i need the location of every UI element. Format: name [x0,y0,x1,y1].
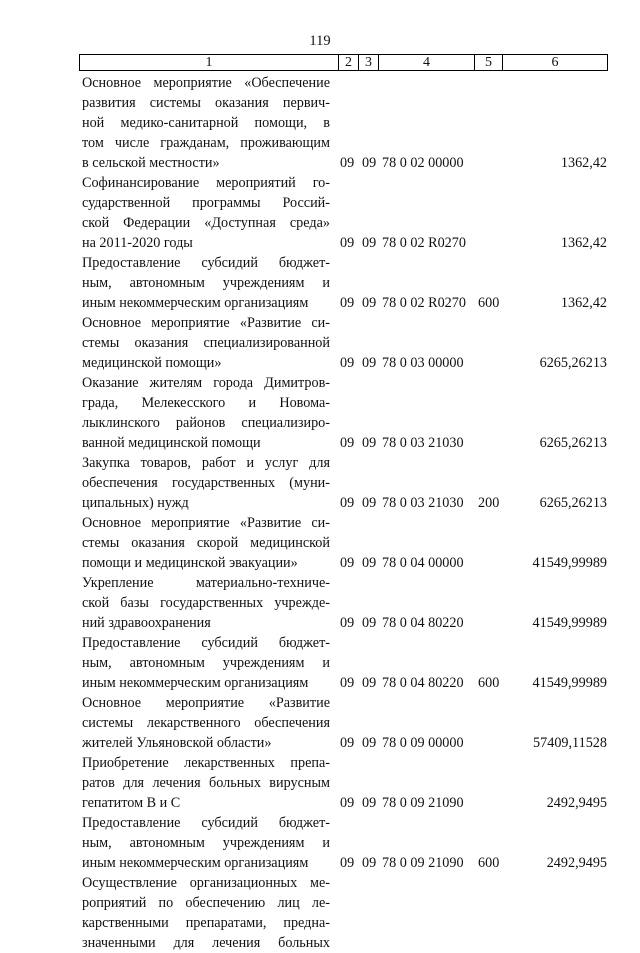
row-description [82,873,330,953]
row-description [82,453,330,513]
description-line: Укрепление материально-техниче- [82,575,330,591]
header-col-5: 5 [474,55,502,70]
description-line: ской Федерации «Доступная среда» [82,215,330,231]
description-line: гепатитом В и С [82,795,181,811]
table-row [0,453,640,513]
expense-type-code: 600 [478,675,500,691]
row-description [82,813,330,873]
target-article-code: 78 0 04 00000 [382,555,464,571]
target-article-code: 78 0 09 00000 [382,735,464,751]
description-line: ным, автономным учреждениям и [82,835,330,851]
target-article-code: 78 0 03 21030 [382,435,464,451]
description-line: ской базы государственных учрежде- [82,595,330,611]
description-line: Предоставление субсидий бюджет- [82,255,330,271]
row-description [82,573,330,633]
section-code: 09 [340,615,355,631]
description-line: том числе гражданам, проживающим [82,135,330,151]
header-col-1: 1 [205,55,213,70]
target-article-code: 78 0 09 21090 [382,855,464,871]
subsection-code: 09 [362,795,377,811]
target-article-code: 78 0 09 21090 [382,795,464,811]
description-line: ний здравоохранения [82,615,211,631]
subsection-code: 09 [362,355,377,371]
target-article-code: 78 0 02 R0270 [382,235,466,251]
row-description [82,253,330,313]
subsection-code: 09 [362,235,377,251]
description-line: стемы оказания скорой медицинской [82,535,330,551]
row-amount: 41549,99989 [532,555,607,571]
description-line: Закупка товаров, работ и услуг для [82,455,330,471]
description-line: града, Мелекесского и Новома- [82,395,330,411]
subsection-code: 09 [362,555,377,571]
target-article-code: 78 0 02 R0270 [382,295,466,311]
description-line: Софинансирование мероприятий го- [82,175,330,191]
section-code: 09 [340,295,355,311]
section-code: 09 [340,795,355,811]
section-code: 09 [340,555,355,571]
subsection-code: 09 [362,435,377,451]
subsection-code: 09 [362,855,377,871]
target-article-code: 78 0 02 00000 [382,155,464,171]
description-line: Основное мероприятие «Обеспечение [82,75,330,91]
description-line: роприятий по обеспечению лиц ле- [82,895,330,911]
table-row [0,813,640,873]
row-amount: 6265,26213 [539,355,607,371]
header-col-4: 4 [378,55,474,70]
row-amount: 6265,26213 [539,435,607,451]
target-article-code: 78 0 03 21030 [382,495,464,511]
description-line: иным некоммерческим организациям [82,295,309,311]
subsection-code: 09 [362,675,377,691]
section-code: 09 [340,735,355,751]
row-amount: 6265,26213 [539,495,607,511]
description-line: Предоставление субсидий бюджет- [82,815,330,831]
table-row [0,633,640,693]
table-row [0,253,640,313]
section-code: 09 [340,855,355,871]
description-line: Предоставление субсидий бюджет- [82,635,330,651]
description-line: ципальных) нужд [82,495,189,511]
row-amount: 1362,42 [560,155,607,171]
expense-type-code: 200 [478,495,500,511]
subsection-code: 09 [362,155,377,171]
row-amount: 41549,99989 [532,675,607,691]
description-line: карственными препаратами, предна- [82,915,330,931]
description-line: ратов для лечения больных вирусным [82,775,330,791]
table-body [0,73,640,953]
description-line: Основное мероприятие «Развитие си- [82,515,330,531]
description-line: сударственной программы Россий- [82,195,330,211]
expense-type-code: 600 [478,855,500,871]
description-line: ным, автономным учреждениям и [82,655,330,671]
description-line: иным некоммерческим организациям [82,855,309,871]
description-line: Основное мероприятие «Развитие [82,695,330,711]
section-code: 09 [340,495,355,511]
description-line: Осуществление организационных ме- [82,875,330,891]
row-description [82,373,330,453]
row-amount: 1362,42 [560,235,607,251]
row-description [82,513,330,573]
table-row [0,373,640,453]
subsection-code: 09 [362,735,377,751]
target-article-code: 78 0 03 00000 [382,355,464,371]
section-code: 09 [340,675,355,691]
description-line: на 2011-2020 годы [82,235,193,251]
target-article-code: 78 0 04 80220 [382,615,464,631]
table-header [79,54,608,71]
section-code: 09 [340,155,355,171]
description-line: медицинской помощи» [82,355,222,371]
section-code: 09 [340,235,355,251]
header-col-6: 6 [502,55,607,70]
description-line: помощи и медицинской эвакуации» [82,555,298,571]
section-code: 09 [340,435,355,451]
subsection-code: 09 [362,495,377,511]
table-row [0,513,640,573]
table-row [0,873,640,953]
row-amount: 41549,99989 [532,615,607,631]
description-line: Оказание жителям города Димитров- [82,375,330,391]
description-line: Основное мероприятие «Развитие си- [82,315,330,331]
subsection-code: 09 [362,295,377,311]
description-line: значенными для лечения больных [82,935,330,951]
row-amount: 2492,9495 [546,795,607,811]
row-description [82,633,330,693]
description-line: жителей Ульяновской области» [82,735,272,751]
description-line: ванной медицинской помощи [82,435,261,451]
row-description [82,693,330,753]
description-line: лыклинского районов специализиро- [82,415,330,431]
table-row [0,753,640,813]
row-description [82,73,330,173]
section-code: 09 [340,355,355,371]
target-article-code: 78 0 04 80220 [382,675,464,691]
description-line: обеспечения государственных (муни- [82,475,330,491]
row-description [82,753,330,813]
row-amount: 1362,42 [560,295,607,311]
header-col-3: 3 [358,55,378,70]
table-row [0,73,640,173]
header-col-2: 2 [338,55,358,70]
table-row [0,173,640,253]
description-line: Приобретение лекарственных препа- [82,755,330,771]
page-number: 119 [309,33,331,49]
description-line: иным некоммерческим организациям [82,675,309,691]
expense-type-code: 600 [478,295,500,311]
description-line: развития системы оказания первич- [82,95,330,111]
description-line: системы лекарственного обеспечения [82,715,330,731]
description-line: стемы оказания специализированной [82,335,330,351]
row-amount: 57409,11528 [533,735,607,751]
description-line: ным, автономным учреждениям и [82,275,330,291]
row-description [82,313,330,373]
row-description [82,173,330,253]
description-line: в сельской местности» [82,155,220,171]
table-row [0,313,640,373]
row-amount: 2492,9495 [546,855,607,871]
table-row [0,693,640,753]
subsection-code: 09 [362,615,377,631]
table-row [0,573,640,633]
description-line: ной медико-санитарной помощи, в [82,115,330,131]
